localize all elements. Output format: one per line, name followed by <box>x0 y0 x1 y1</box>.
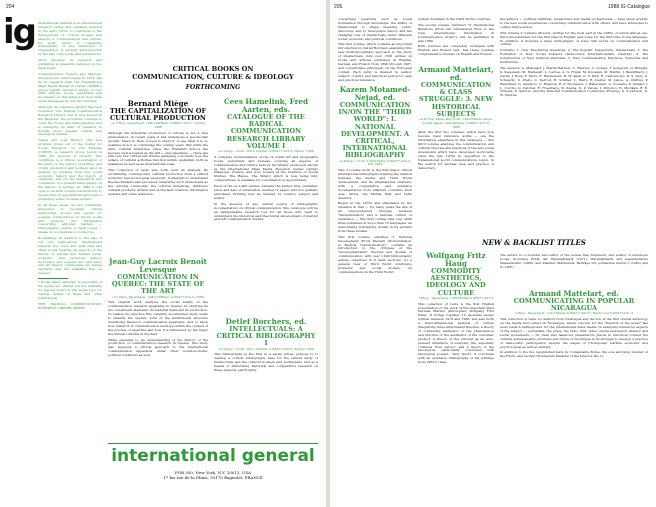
entry-body-paragraph: This 2-volume work is the first major critical international bibliography treating the relation between the media and Third World development, and its international relations, with a comparative and extensive documentation from different countries from Asia, Africa, the Middle East and Latin America. <box>338 168 412 200</box>
intro-paragraph: In all these areas, we are continually interested in receiving critical approaches, groups and people for possible collaboration on future books and projects. For information concerning editorial matters — bibliographic, review or desk copies — please do not hesitate to contact us. <box>38 202 102 235</box>
entry-body-paragraph: Although the industrial production of culture is not a new phenomenon, in recent years it has undergone a spectacular growth. There is, then, a need to study it, to see what it is, to examine how it is continuing the coming years. But while the term 'cultural industries' since the Frankfurt School has become well accepted as the left — and elsewhere — there are still very few critical left studies analyzing concretely how the sphere of cultural activities function within capitalism, both as examined as well as an international scale. <box>108 131 208 167</box>
entry-meta: ca 475pp, Paper and cloth: 130x220mm Large-format Paper: 224x300mm. 0-88477-027-8, 1989 <box>419 117 493 129</box>
entry-title: INTELLECTUALS: A CRITICAL BIBLIOGRAPHY I <box>216 325 316 348</box>
entry-body <box>214 353 318 373</box>
continuation-paragraph: Contents: 1. New Theoretical Questions. 2. The Popular: Subjectivity, Intellectuals. 3. The Formation of New Social Subjects (Democracy, Internationalism, Identity). 4. The Construction of New Cultural Identities. 5. New Communication Practices, Networks and Institutions. <box>500 48 648 65</box>
entry-mattelart-class-struggle <box>418 66 494 252</box>
intro-column <box>38 22 102 440</box>
entry-body <box>500 318 648 359</box>
kazem-continuation <box>418 18 494 60</box>
entry-body <box>214 156 318 223</box>
intro-paragraph: Bookselling: In addition to the sale of our own publications, International General also buys and sells rare and other books treating all aspects of the history of textiles and related social, economic and technical history, decorative and popular art, and labor and art history. Catalogues are issued regularly and are available free on request. <box>38 236 102 276</box>
entry-lacroix <box>108 258 208 442</box>
entry-meta: ca 400pp., Cloth, 130x220mm 0-88477-022-3, Fall 1989 <box>338 158 411 167</box>
entry-meta: ca 190pp. Paperback, 14#/129Hmm. 0-88477-016-5, 1989 <box>112 294 204 299</box>
entry-meta: ca 320pp., Cloth, 500 x 220mm. 0-88477-023-5, Winter 1988 <box>218 149 314 154</box>
entry-author: Jean-Guy Lacroix Benoît Levesque <box>109 258 207 274</box>
entry-borchers <box>214 318 318 442</box>
entry-author: Cees Hamelink, Fred Aarten, eds. <box>223 98 309 114</box>
continuation-paragraph: Both volumes are completely bi-lingual with English and French text, has these volumes comprehensive reviews on English and French. <box>418 44 494 57</box>
left-page <box>0 0 326 507</box>
entry-author: Wolfgang Fritz Haug <box>426 252 486 268</box>
entry-title: CATALOGUE OF THE RADICAL COMMUNICATION RESEARCH LIBRARY VOLUME I <box>226 113 306 150</box>
entry-body-paragraph: Each of the ca 2,000 entries contains the author, title, publisher, place and date of publication, number of pages, and it is partially annotated. Printing may be indexed by country, subject and author. <box>214 184 318 200</box>
heading-line-2: COMMUNICATION, CULTURE & IDEOLOGY <box>132 72 294 81</box>
intro-paragraph: International General is an international research center and publisher founded in the early 1970s to contribute to the development of critical studies and aspects of communication and culture. Its work, which is completely independent of any institution or organization, is entirely self-supported by the sale of its books and publications. <box>38 22 102 57</box>
entry-author: Kazem Motamed-Nejad, ed. <box>339 86 411 102</box>
entry-body <box>418 131 494 170</box>
entry-meta: 128pp., Paperback, 110x190mm 0-88477-020-6 | Hardcover 0-88477-021-4 <box>515 311 633 316</box>
intro-paragraph: Communication, Culture and Ideology: this program, which began in 1974, has as its research base the International Mass Media Research Center (IMMRC) and is readily reference library of over 6000 articles, books, pamphlets and documents on this subject in more than seven languages in over 90 countries. <box>38 71 102 104</box>
entry-meta: 168pp., Paperback, 130x220mm 0-88477-023-5 <box>418 295 494 300</box>
address-line-fr: 17 bis rue de la Dhuis, 93170 Bagnolet, FRANCE <box>163 475 263 480</box>
entry-title: COMMUNICATING IN POPULAR NICARAGUA <box>513 297 635 313</box>
entry-body <box>418 303 494 366</box>
continuation-paragraph: The second volume, subtitled "II. International Relations (From the Unbalanced Flow to the New International Information & Communication Order"), will be published in late 1989. <box>418 22 494 43</box>
entry-body-paragraph: In the absence of any central source of bibliographic documentation on critical communication, this catalogue will be an indispensable research tool for all those who want to understand the historical and theoretical development of marxist and left communication studies. <box>214 201 318 222</box>
forthcoming-label: FORTHCOMING <box>185 84 241 92</box>
entry-body <box>338 169 412 275</box>
entry-miege <box>108 100 208 250</box>
continuation-paragraph: concerning questions such as social domination through knowledge, the ability of intellectuals to shape meaning, public discourse, and to monopolize theory, and the changing role of intellectuals under different social, economic and political conditions. <box>338 18 412 41</box>
entry-body-paragraph: After the first two volumes, which have now become basic reference works — one the information elsewhere in this catalogue — this third volume analyzes the communication and cultural theories and practices of the new social movements which have developed world-wide since the late 1970s in opposition to the transnational world communications logics. In the search for another idea and practice of democracy. <box>418 130 494 170</box>
entry-haug <box>418 252 494 502</box>
entry-author: Armand Mattelart, ed. <box>529 290 619 298</box>
mattelart-continuation <box>500 18 648 230</box>
right-page <box>330 0 656 507</box>
entry-body <box>108 301 208 358</box>
right-running-header: 1988 IG Catalogue <box>608 4 650 10</box>
entry-body-paragraph: This collection of texts sets forth such an analysis. By scrutinizing contemporary cultural production from a critical economic and sociological viewpoint, it attempts to understand the mechanisms and processes underlying such phenomena as the cultural commodity, the cultural industries, children's cultural products, artistic and in-the-field creation, information systems and cable television. <box>108 168 208 196</box>
entry-motamed-nejad <box>338 86 412 501</box>
continuation-paragraph: This Volume 3 contains 48 texts, written for the most part in the 1980s, of which almost one-third are published for the first time in English, and some for the first time in any language. In addition, it includes a large bibliography of some 500 works on communication and culture. <box>500 30 648 47</box>
intro-footnote: THE RADICAL COMMUNICATION RESEARCH LIBRARY IMMRC <box>38 301 102 310</box>
intro-paragraph: Textes and Cost History: this new program grows out of the Center for Social Research on Old Families (CSROF), a research group begun in 1986. Its purpose is twofold: One contribute to a critical re-evaluation of the study of the history of textiles, and of mill production and workers labor in general, by drawing from new social economic history and the history of creativity; and (2) the elaboration and completion of a general bibliography on the history of textiles. In 1989 it will open to us 2500 volume textile library to researchers by appointment and begin a publishing series on these subject. <box>38 138 102 201</box>
address-line-us: POB 350, New York, N.Y. 10013, USA <box>175 470 251 475</box>
continuation-paragraph: system dominant in the Third World countries. <box>418 18 492 21</box>
publisher-brand: international general <box>111 446 315 466</box>
entry-meta: ca 320pp., Cloth, 500 x 220mm. 0-88477-026-X, Spring 1989 <box>218 346 314 351</box>
heading-line-1: CRITICAL BOOKS ON <box>172 65 254 73</box>
continuation-paragraph: This first volume, which contains an important introduction by Detlef Borchers examining this new multi-disciplinary approach to the study of intellectuals, lists over 1500 entries on books and articles published in English, German and French from 1890 through 1987, and concentrates principally on the European context. Each entry is indexed by author, subject, country and historical period for easy and practical reference. <box>338 42 412 82</box>
entry-body-paragraph: This collection of texts is the first English presentation of the work of the important West German Marxist philosopher, Wolfgang Fritz Haug. It brings together 10 essential essays written between 1970 and 1986, and sets forth a multi-dimensional analysis of culture integrating three interrelated theories: a theory of commodity aesthetics or the phenomenon and function of the aesthetics of the consumer product; a theory of the cultural as an auto-present dimension of everyday life, especially "cultures from below"; and a theory of the ideological, particularly concerned with ideological powers. "Very short", it concludes with an extensive bibliography of his writings from 1963 to date. <box>418 301 494 365</box>
right-folio: 205 <box>334 4 343 10</box>
entry-body-paragraph: A complete documentation of the ca 2,000 left and progressive books, pamphlets and reviews covering all aspects of communication and culture held by the library, previously known as the International Mass Media Research Center Library (Bagnolet, France) and now housed at the Institute of Social Studies, The Hague. The library, which is now being fully computerized, is available for consultation by appointment. <box>214 154 318 183</box>
continuation-paragraph: The Authors: A. Mattelart, J. Martin-Barbero, L. Radovic, L. Gomez, T. Sedgwick, D. Binaghi, S. Siegelaub, M. Mattelart, L. Larrea, A. G. Frank, M. Kocanan, M. Martin, J. Baudrillard, J. Carlin, J. Ross, F. Ferro, E. Rasmussen, R. W. Allen, G. S. Kirk, R. Castonboire, R. S. Dery, U. Schwartz, S. Preilo, C. Kerrod, H. Schiller, L. Barry, R. Delfos, M. Jahoe, A. Chiltley, P. Waterman, G. Aquilloto, C. Rivarola, R. P. Thompson, J. Wallerstein, A. Touraine, P. Samatt, J. L. Corcho, G. Catchar, R. Freedberg, W. Itagna, N. P. Varela, I. Poltonov, H. Morikaw, R. E. Trinopk, E. Samosi, and the National Communication Committee (France), K. P. Jansson, D. W. Smythe. <box>500 65 648 98</box>
entry-author: Bernard Miège <box>127 100 189 108</box>
publisher-address <box>108 470 318 480</box>
continuation-paragraph: the authors — political militants, researchers and media professionals — have given priority to the new social experiences concerning communication with others, and have attempted to outline future action. <box>500 18 648 29</box>
haug-author-note <box>500 254 648 284</box>
entry-author: Detlef Borchers, ed. <box>225 318 307 326</box>
ig-logo: ig <box>3 12 35 52</box>
entry-title: COMMUNICATION & CLASS STRUGGLE: 3. NEW HISTORICAL SUBJECTS <box>418 81 494 118</box>
intro-footnote: * Books listed (asterisk) in preceding of the series are offered but not available for special orders to the series (sic) for current details of these and other publications. <box>38 280 102 300</box>
entry-meta: ca 176pp. Paperback, 14#/129Hmm. 0-88477-022-7, Spring 1988 <box>110 121 206 130</box>
entry-body-paragraph: This collection of texts, by authors from Nicaragua and the US, is the first critical anthology on the media and culture in Nicaragua, where concern for the "freedom of the press" has been made a battleground for the international mass media. In analyzing numerous aspects of the subject — journalism, the press, the radio, film, video, mural expression, literacy and social movements — its clear and balanced presentation places in historical context the cultural achievements, problems and future of Nicaragua in its struggle to develop a practice of democratic participation despite the sieges of US-imposed warfare economic and psychological as well as military. <box>500 317 648 349</box>
left-folio: 204 <box>6 4 15 10</box>
entry-body-paragraph: This first volume, subtitled "I. National Development (From Western 'Modernization' to Radical Transformation)", contains an introduction to the critiques of the "developmentalist" theories and models of communication, with over 1,000 bibliographic entries organized in 6 main sections: (1) a general view of Third World conditions, problems and social models; (2) communications in the Third World <box>338 234 412 274</box>
entry-title: COMMUNICATION IN QUEBEC: THE STATE OF THE ART <box>111 273 205 296</box>
entry-author: Armand Mattelart, ed. <box>418 66 494 82</box>
continuation-paragraph: The author is co-founder and editor of the review Das Argument, and author of numerous books, including Kritik der Warenästhetik (1971), Warenästhetik und kapitalistische Massenkultur (1980), and Plaudier Marxismus: Beiträge zur politischen Kultur, I (1985) and II (1987). <box>500 254 648 269</box>
left-heading <box>108 66 318 91</box>
entry-title: COMMUNICATION IN/ON THE "THIRD WORLD": I. NATIONAL DEVELOPMENT. A CRITICAL, INTERNATIONAL BIBLIOGRAPHY <box>338 101 412 160</box>
entry-body-paragraph: While essential to an understanding of the history of the production of communication research in Quebec, this study also suggests a critical approach to the international communication apparatus under other social-economic political conditions as well. <box>108 337 208 358</box>
brand-rule <box>108 443 318 444</box>
entry-title: THE CAPITALIZATION OF CULTURAL PRODUCTION <box>109 107 207 123</box>
intro-paragraph: More precisely, its research and publishing is presently centered on two main areas: <box>38 58 102 70</box>
entry-body-paragraph: In addition to the two republished texts by Comandante Borge, the sole surviving founder of the FSLN, and current Nicaraguan Minister of the Interior, the 11 <box>500 350 648 359</box>
entry-body-paragraph: This bibliography is the first in a series whose purpose is to develop a critical bibliography base for the radical study of intellectuals and the cultural workers and technicians, and as a means of stimulating historical and comparative research on these subjects, particularly <box>214 352 318 373</box>
entry-mattelart-nicaragua <box>500 290 648 502</box>
section-heading-new-backlist: NEW & BACKLIST TITLES <box>482 238 586 247</box>
entry-title: COMMODITY AESTHETICS, IDEOLOGY AND CULTURE <box>426 267 486 297</box>
entry-body-paragraph: Begun in the 1970s and stimulated by the situation in Iran — for many years the site of an unprecedented struggle between "Westernization" and a national culture of resistance — this first volume lists over 3000 titles published in more than 15 languages, an unavoidable multiplicity, drawn in its entirety from these studies. <box>338 201 412 233</box>
borchers-continuation <box>338 18 412 84</box>
intro-paragraph: Although the reference library has been re-named 'The Radical Communication Research Library' and is now housed in the Bagnolet, the programs continue to cover the books and bibliographies and is enlarging its field of research to include more general critical and ideological studies. <box>38 105 102 137</box>
entry-hamelink <box>214 98 318 310</box>
entry-body-paragraph: This original work analyzes the social reality of the communication research apparatus in Quebec by studying its two constituent elements: its material basis and its production. To realize its objective this carefully documented study seeks to identify the specific form of the institutional structure underlying Quebec's communication apparatus, and to show how research in communication develops within the context of the process of expertise and how it is influenced by the major theoretical currents in the field. <box>108 300 208 336</box>
entry-body <box>108 132 208 197</box>
